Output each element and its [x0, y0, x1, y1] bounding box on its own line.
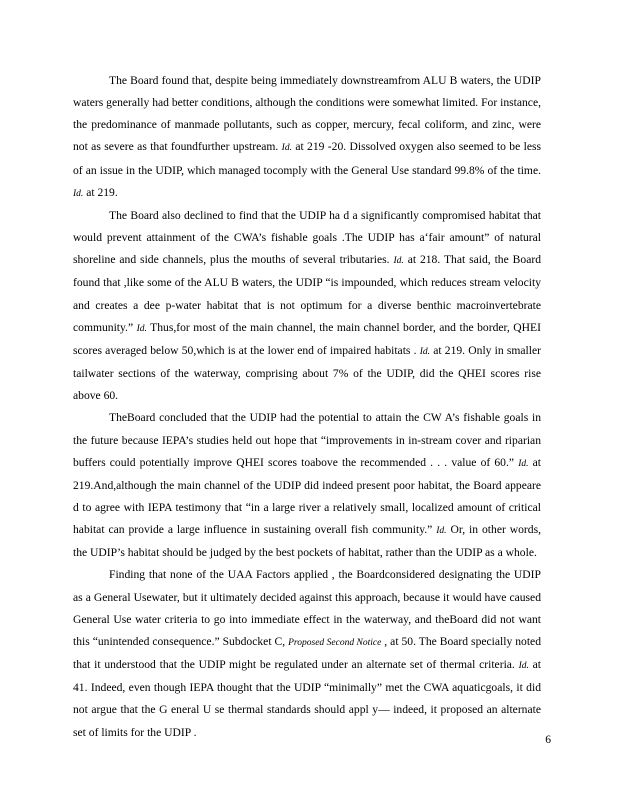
text-run: at 219. — [83, 185, 118, 199]
paragraph-uaa-factors — [73, 564, 541, 743]
text-run: The Board found that, despite being immediately downstreamfrom ALU B waters, the UDIP waters generally had better conditions, although the conditions were somewhat limited. For instance, the predominance of manmade pollutants, such as copper, mercury, fecal coliform, and zinc, were not as severe as that foundfurther upstream. — [73, 74, 541, 154]
text-run: Or, in other words, the UDIP’s habitat should be judged by the best pockets of habitat, rather than the UDIP as a whole. — [73, 523, 541, 560]
paragraph-habitat — [73, 205, 541, 407]
text-run: Thus,for most of the main channel, the main channel border, and the border, QHEI scores averaged below 50,which is at the lower end of impaired habitats . — [73, 320, 541, 357]
paragraph-board-found — [73, 70, 541, 205]
citation-italic: Id. — [281, 143, 292, 154]
text-run: at 41. Indeed, even though IEPA thought that the UDIP “minimally” met the CWA aquaticgoals, it did not argue that the G eneral U se thermal standards should appl y— indeed, it proposed an alternate set of limits for the UDIP . — [73, 658, 542, 739]
text-run: The Board also declined to find that the UDIP ha d a significantly compromised habitat that would prevent attainment of the CWA’s fishable goals .The UDIP has a‘fair amount” of natural shoreline and side channels, plus the mouths of several tributaries. — [73, 208, 541, 267]
text-run: at 219 -20. Dissolved oxygen also seemed to be less of an issue in the UDIP, which managed tocomply with the General Use standard 99.8% of the time. — [73, 140, 541, 177]
document-body — [73, 70, 541, 744]
citation-italic: Id. — [436, 526, 447, 537]
citation-italic: Id. — [419, 346, 431, 357]
text-run: , at 50. The Board specially noted that it understood that the UDIP might be regulated under an alternate set of thermal criteria. — [73, 634, 541, 672]
text-run: Finding that none of the UAA Factors applied , the Boardconsidered designating the UDIP as a General Usewater, but it ultimately decided against this approach, because it would have caused General Use water criteria to go into immediate effect in the waterway, and theBoard did not want this “unintended consequence.” Subdocket C, — [73, 568, 541, 648]
citation-italic: Id. — [136, 323, 147, 334]
citation-italic: Id. — [73, 188, 84, 199]
text-run: at 219. Only in smaller tailwater sections of the waterway, comprising about 7% of the UDIP, did the QHEI scores rise above 60. — [73, 343, 541, 403]
page-number: 6 — [545, 733, 551, 746]
text-run: TheBoard concluded that the UDIP had the potential to attain the CW A’s fishable goals in the future because IEPA’s studies held out hope that “improvements in in-stream cover and riparian buffers could potentially improve QHEI scores toabove the recommended . . . value of 60.” — [73, 411, 541, 469]
text-run: at 218. That said, the Board found that ,like some of the ALU B waters, the UDIP “is impounded, which reduces stream velocity and creates a dee p-water habitat that is not optimum for a diverse benthic macroinvertebrate community.” — [73, 253, 541, 334]
paragraph-potential — [73, 407, 541, 564]
citation-italic: Id. — [518, 661, 529, 672]
citation-italic: Id. — [518, 458, 529, 469]
citation-italic: Id. — [393, 256, 404, 267]
citation-italic: Proposed Second Notice — [288, 637, 382, 648]
text-run: at 219.And,although the main channel of the UDIP did indeed present poor habitat, the Board appeare d to agree with IEPA testimony that “in a large river a relatively small, localized amount of critical habitat can provide a large influence in sustaining overall fish community.” — [73, 455, 542, 537]
